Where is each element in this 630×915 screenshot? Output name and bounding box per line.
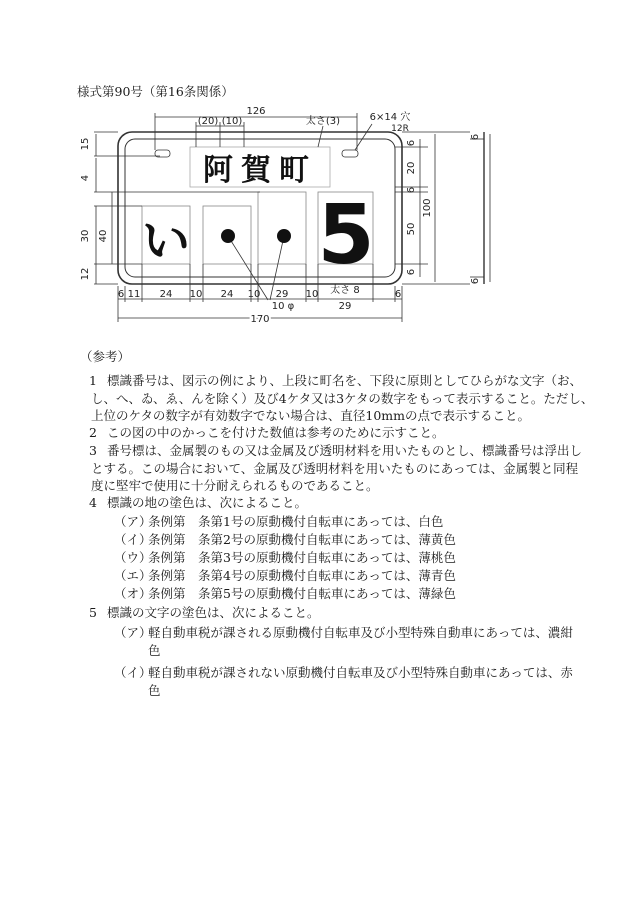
sub-label: （ア） — [114, 625, 152, 640]
dim-side-6-bottom: 6 — [470, 277, 481, 285]
license-plate-diagram — [0, 100, 630, 330]
sub-line: 条例第 条第3号の原動機付自転車にあっては、薄桃色 — [148, 550, 456, 565]
note-line: 度に堅牢で使用に十分耐えられるものであること。 — [91, 478, 379, 493]
dim-height-100: 100 — [422, 198, 433, 218]
note-line: 番号標は、金属製のもの又は金属及び透明材料を用いたものとし、標識番号は浮出し — [107, 443, 583, 458]
dim-right-6a: 6 — [406, 139, 417, 147]
dim-bottom-10c: 10 — [305, 289, 319, 300]
sub-label: （エ） — [114, 568, 152, 583]
plate-number: 5 — [317, 188, 375, 283]
dim-bottom-29b: 29 — [338, 301, 352, 312]
notes-heading: （参考） — [80, 349, 131, 364]
plate-town-name: 阿賀町 — [203, 153, 317, 188]
sub-line: 条例第 条第5号の原動機付自転車にあっては、薄緑色 — [148, 586, 456, 601]
dim-bottom-29a: 29 — [275, 289, 289, 300]
sub-line: 色 — [148, 643, 161, 658]
dim-left-40: 40 — [98, 229, 109, 243]
dim-126: 126 — [246, 106, 266, 117]
mount-hole-right — [342, 150, 358, 157]
plate-dot-1 — [221, 229, 235, 243]
sub-line: 色 — [148, 683, 161, 698]
sub-line: 軽自動車税が課される原動機付自転車及び小型特殊自動車にあっては、濃紺 — [148, 625, 573, 640]
sub-label: （オ） — [114, 586, 152, 601]
dim-left-30: 30 — [80, 229, 91, 243]
sub-line: 条例第 条第1号の原動機付自転車にあっては、白色 — [148, 514, 444, 529]
dim-bottom-24a: 24 — [159, 289, 173, 300]
cell-digit-2 — [258, 192, 306, 264]
sub-line: 軽自動車税が課されない原動機付自転車及び小型特殊自動車にあっては、赤 — [148, 665, 573, 680]
dim-right-50: 50 — [406, 222, 417, 236]
note-number: 4 — [89, 495, 97, 510]
sub-label: （ア） — [114, 514, 152, 529]
plate-dot-2 — [277, 229, 291, 243]
dim-left-15: 15 — [80, 137, 91, 151]
sub-label: （イ） — [114, 532, 152, 547]
note-number: 2 — [89, 425, 97, 440]
dim-thickness-8: 太さ 8 — [330, 285, 360, 296]
note-line: 標識の地の塗色は、次によること。 — [107, 495, 308, 510]
dim-bottom-10a: 10 — [189, 289, 203, 300]
dim-thickness-3: 太さ(3) — [305, 116, 341, 127]
note-line: し、へ、ゐ、ゑ、んを除く）及び4ケタ又は3ケタの数字をもって表示すること。ただし、 — [91, 390, 594, 406]
sub-line: 条例第 条第2号の原動機付自転車にあっては、薄黄色 — [148, 532, 456, 547]
note-line: とする。この場合において、金属及び透明材料を用いたものにあっては、金属製と同程 — [91, 460, 579, 476]
note-number: 5 — [89, 605, 97, 620]
dim-hole: 6×14 穴 — [369, 112, 411, 123]
note-line: この図の中のかっこを付けた数値は参考のために示すこと。 — [107, 425, 445, 440]
dim-right-6b: 6 — [406, 186, 417, 194]
dim-width-170: 170 — [250, 314, 270, 325]
page-title: 様式第90号（第16条関係） — [77, 84, 234, 99]
dim-bottom-24b: 24 — [220, 289, 234, 300]
note-number: 3 — [89, 443, 97, 458]
dim-10: (10) — [221, 116, 243, 127]
dim-dot-diameter: 10 φ — [271, 301, 295, 312]
dim-side-6-top: 6 — [470, 133, 481, 141]
sub-line: 条例第 条第4号の原動機付自転車にあっては、薄青色 — [148, 568, 456, 583]
dim-right-6c: 6 — [406, 268, 417, 276]
dim-20: (20) — [197, 116, 219, 127]
note-number: 1 — [89, 373, 97, 388]
sub-label: （イ） — [114, 665, 152, 680]
dim-right-20: 20 — [406, 161, 417, 175]
dim-12r: 12R — [391, 124, 409, 134]
sub-label: （ウ） — [114, 550, 152, 565]
dim-left-12: 12 — [80, 267, 91, 281]
plate-hiragana: い — [141, 213, 191, 269]
dim-bottom-6: 6 — [117, 289, 125, 300]
dim-left-4: 4 — [80, 174, 91, 182]
dim-bottom-6-right: 6 — [394, 289, 402, 300]
note-line: 標識の文字の塗色は、次によること。 — [107, 605, 320, 620]
note-line: 標識番号は、図示の例により、上段に町名を、下段に原則としてひらがな文字（お、 — [107, 373, 583, 388]
dim-bottom-10b: 10 — [247, 289, 261, 300]
dim-bottom-11: 11 — [127, 289, 141, 300]
note-line: 上位のケタの数字が有効数字でない場合は、直径10mmの点で表示すること。 — [91, 408, 530, 423]
